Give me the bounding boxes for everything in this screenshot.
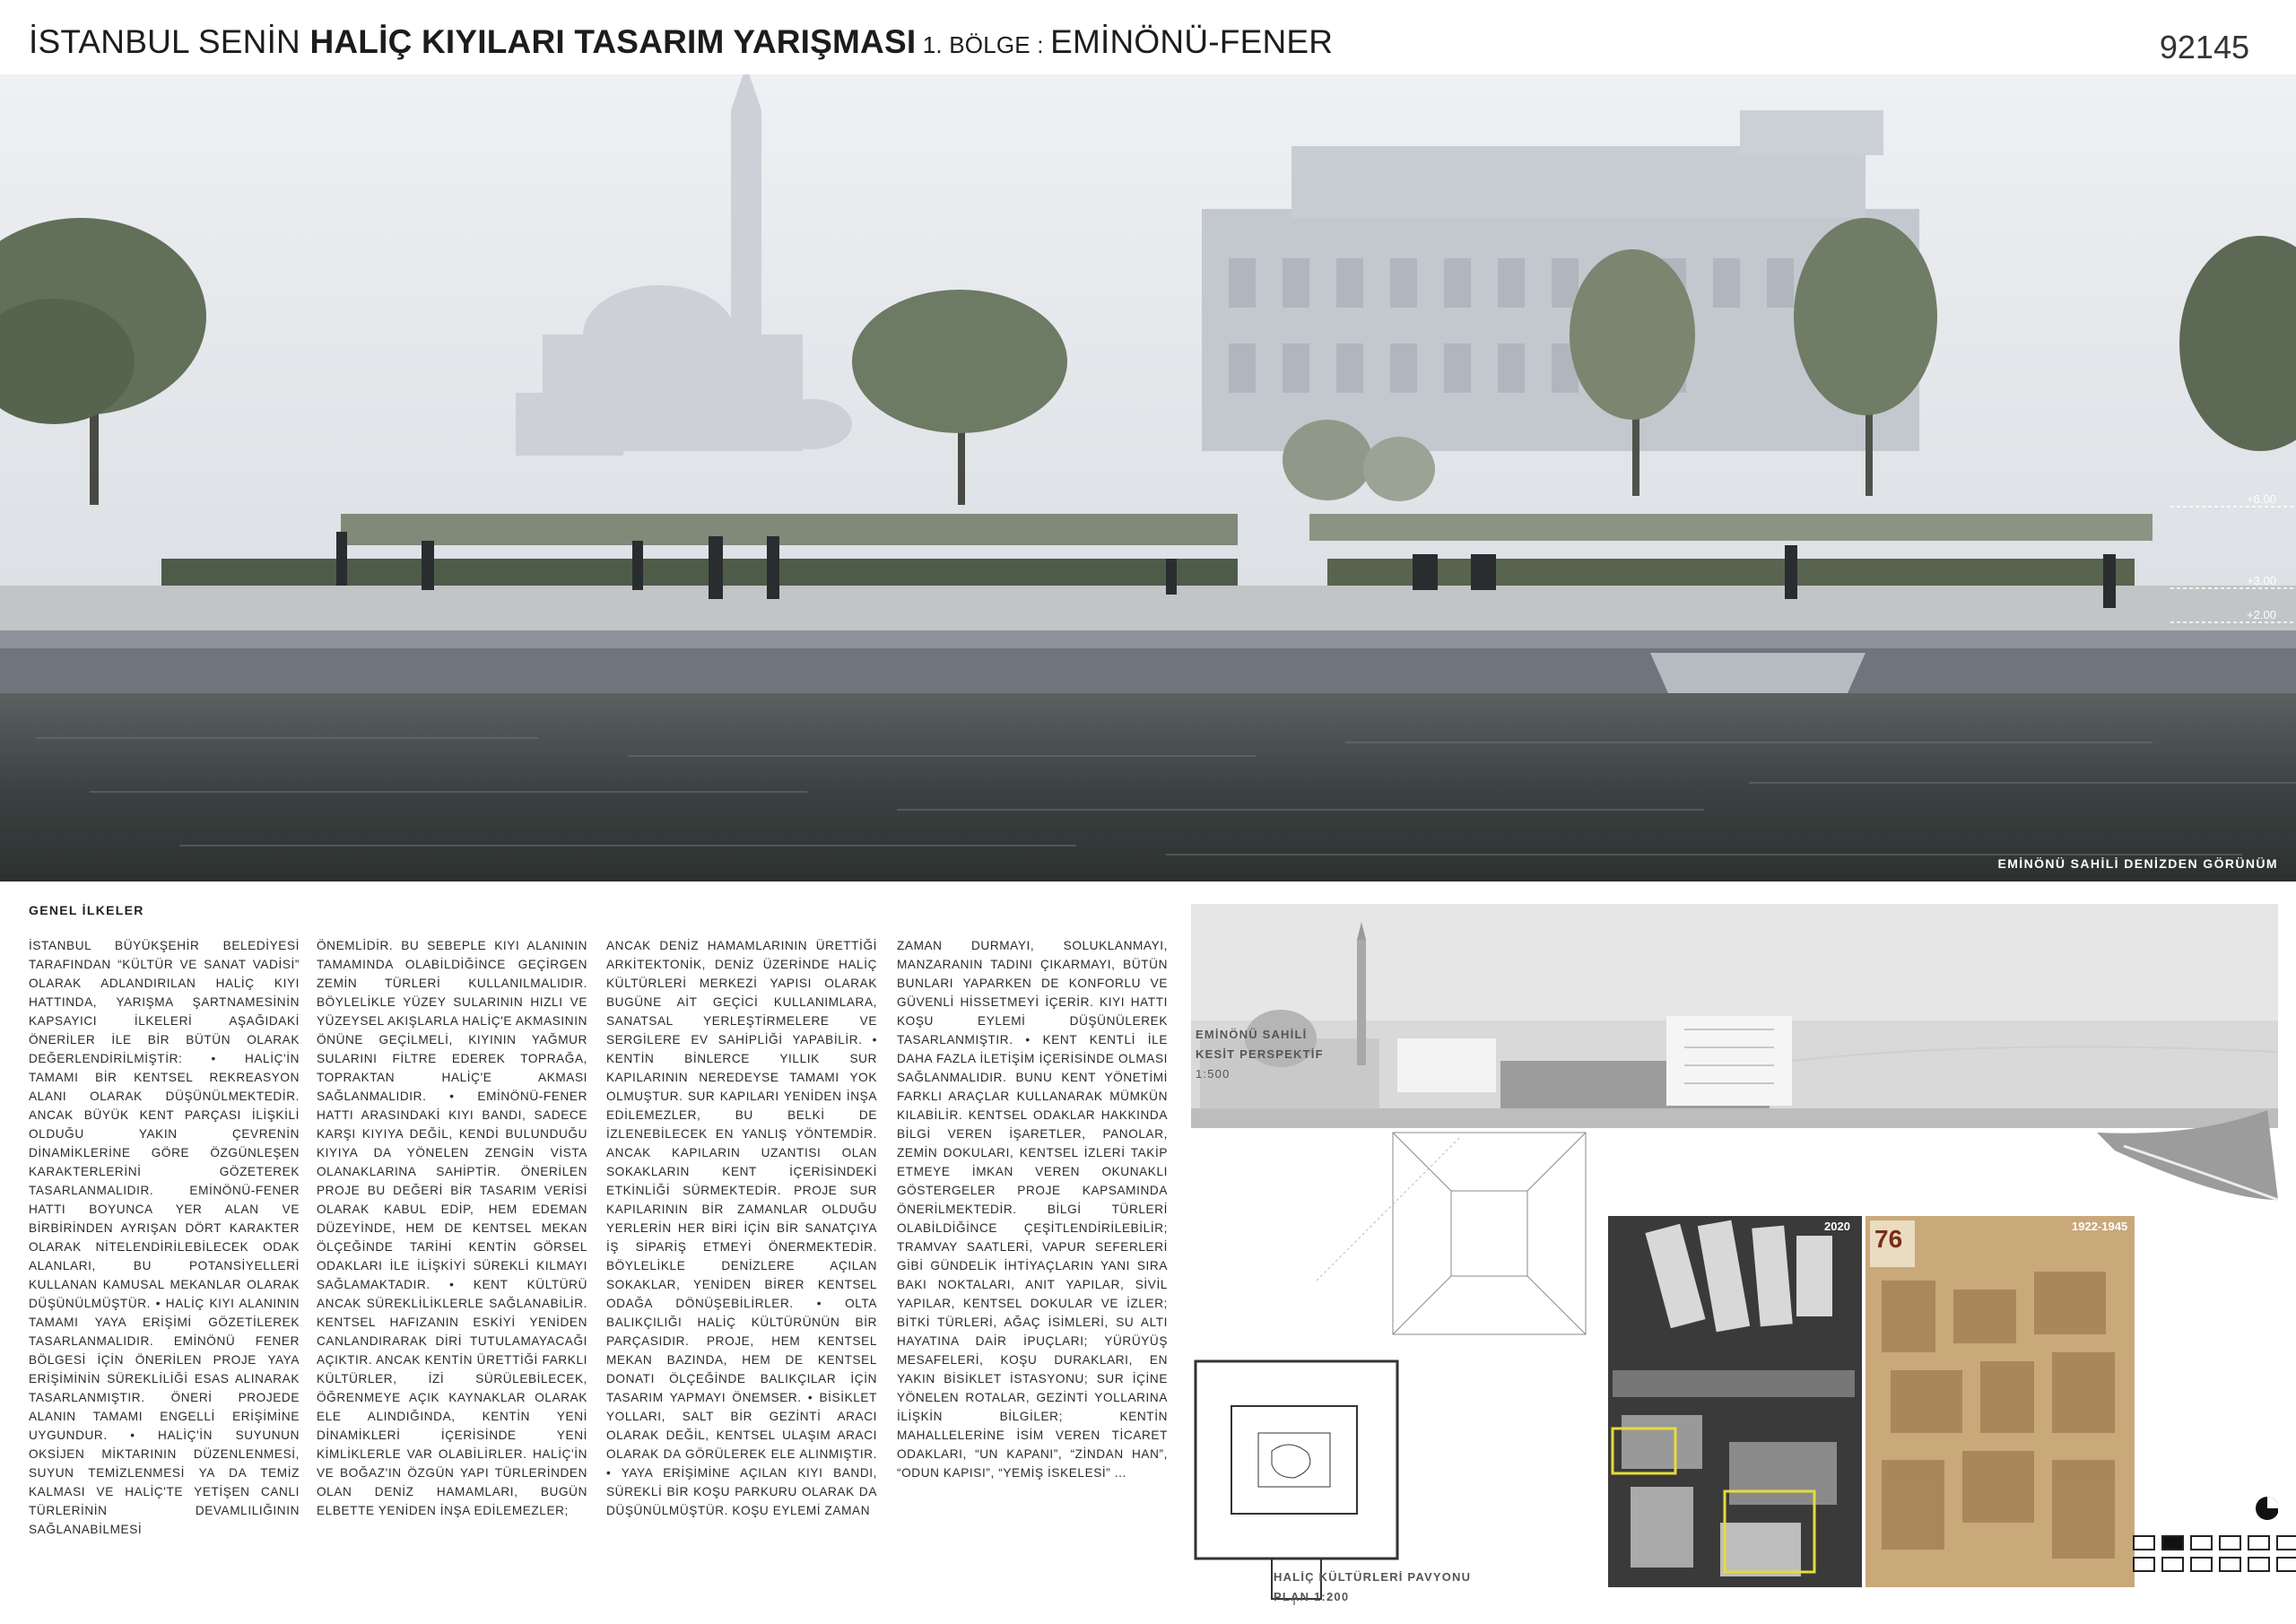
waterfront-view (0, 74, 2296, 881)
title-place: EMİNÖNÜ-FENER (1050, 23, 1334, 60)
photo-year-label: 2020 (1824, 1220, 1850, 1233)
principles-column (897, 936, 1168, 1482)
section-perspective (1191, 904, 2278, 1200)
sheet-index-cell (2276, 1557, 2296, 1572)
poster-title (29, 23, 1333, 61)
boat (1650, 653, 1866, 693)
principles-text: ÖNEMLİDİR. BU SEBEPLE KIYI ALANININ TAMAMINDA OLABİLDİĞİNCE GEÇİRGEN ZEMİN TÜRLERİ KULLANILMALIDIR. BÖYLELİKLE YÜZEY SULARININ HIZLI VE YÜZEYSEL AKIŞLARLA HALİÇ'E AKMASININ ÖNÜNE GEÇİLMELİ, KIYININ YAĞMUR SULARINI FİLTRE EDEREK TOPRAĞA, TOPRAKTAN HALİÇ'E AKMASI SAĞLANMALIDIR. • EMİNÖNÜ-FENER HATTI ARASINDAKİ KIYI BANDI, SADECE KARŞI KIYIYA DEĞİL, KENDİ BULUNDUĞU KIYIYA DA YÖNELEN ZENGİN VİSTA OLANAKLARINA SAHİPTİR. ÖNERİLEN PROJE BU DEĞERİ BİR TASARIM VERİSİ OLARAK KABUL EDİP, HEM EDEMAN DÜZEYİNDE, HEM DE KENTSEL MEKAN ÖLÇEĞİNDE TARİHİ KENTİN GÖRSEL ODAKLARI İLE İLİŞKİYİ SÜREKLİ KILMAYI SAĞLAMAKTADIR. • KENT KÜLTÜRÜ ANCAK SÜREKLİLİKLERLE SAĞLANABİLİR. KENTSEL HAFIZANIN ESKİYİ YENİDEN CANLANDIRARAK DİRİ TUTULAMAYACAĞI AÇIKTIR. ANCAK KENTİN ÜRETTİĞİ FARKLI KÜLTÜRLER, İZİ SÜRÜLEBİLECEK, ÖĞRENMEYE AÇIK KAYNAKLAR OLARAK ELE ALINDIĞINDA, KENTİN YENİ DİNAMİKLERİ İÇERİSİNDE YENİ KİMLİKLERLE VAR OLABİLİRLER. HALİÇ'İN VE BOĞAZ'IN ÖZGÜN YAPI TÜRLERİNDEN OLAN DENİZ HAMAMLARI, BUGÜN ELBETTE YENİDEN İNŞA EDİLEMEZLER; (317, 939, 587, 1517)
hero-caption: EMİNÖNÜ SAHİLİ DENİZDEN GÖRÜNÜM (1997, 856, 2278, 871)
principles-column (29, 936, 300, 1539)
plan-scale: PLAN 1:200 (1274, 1590, 1350, 1603)
pavilion-roof-plan (1317, 1133, 1586, 1334)
title-region: 1. BÖLGE : (916, 31, 1051, 58)
section-title-line: EMİNÖNÜ SAHİLİ (1196, 1028, 1308, 1041)
historic-map-blocks (1882, 1272, 2115, 1559)
plan-title (1274, 1568, 1471, 1607)
drawings-svg (1191, 904, 2278, 1605)
sheet-index-cell (2248, 1535, 2270, 1550)
section-title-line: KESİT PERSPEKTİF (1196, 1047, 1324, 1061)
sheet-index-cell (2276, 1535, 2296, 1550)
sheet-index-cell (2161, 1557, 2184, 1572)
principles-text: İSTANBUL BÜYÜKŞEHİR BELEDİYESİ TARAFINDAN “KÜLTÜR VE SANAT VADİSİ” OLARAK ADLANDIRILAN HALİÇ KIYI HATTINDA, YARIŞMA ŞARTNAMESİNİN KAPSAYICI İLKELERİ AŞAĞIDAKİ ÖNERİLER İLE BİR BÜTÜN OLARAK DEĞERLENDİRİLMİŞTİR: • HALİÇ'İN TAMAMI BİR KENTSEL REKREASYON ALANI OLARAK DÜŞÜNÜLMEKTEDİR. ANCAK BÜYÜK KENT PARÇASI İLİŞKİLİ OLDUĞU YAKIN ÇEVRENİN DİNAMİKLERİNE GÖRE ÖZGÜNLEŞEN KARAKTERLERİNİ GÖZETEREK TASARLANMALIDIR. EMİNÖNÜ-FENER HATTI BOYUNCA YER ALAN VE BİRBİRİNDEN AYRIŞAN DÖRT KARAKTER OLARAK NİTELENDİRİLEBİLECEK ODAK ALANLARI, BU POTANSİYELLERİ KULLANAN KAMUSAL MEKANLAR OLARAK DÜŞÜNÜLMÜŞTÜR. • HALİÇ KIYI ALANININ TAMAMI YAYA ERİŞİMİ GÖZETİLEREK TASARLANMALIDIR. EMİNÖNÜ FENER BÖLGESİ İÇİN ÖNERİLEN PROJE YAYA ERİŞİMİNİN SÜREKLİLİĞİ ESAS ALINARAK TASARLANMIŞTIR. ÖNERİ PROJEDE ALANIN TAMAMI ENGELLİ ERİŞİMİNE UYGUNDUR. • HALİÇ'İN SUYUNUN OKSİJEN MİKTARININ DÜZENLENMESİ, SUYUN TEMİZLENMESİ YA DA TEMİZ KALMASI VE HALİÇ'TE YETİŞEN CANLI TÜRLERİNİN DEVAMLILIĞININ SAĞLANABİLMESİ (29, 939, 300, 1536)
sheet-index-cell (2133, 1557, 2155, 1572)
sheet-index-cell (2248, 1557, 2270, 1572)
level-label: +6.00 (2247, 492, 2276, 506)
section-title (1196, 1025, 1324, 1084)
level-label: +3.00 (2247, 574, 2276, 587)
principles-column (606, 936, 877, 1520)
plan-title-line: HALİÇ KÜLTÜRLERİ PAVYONU (1274, 1570, 1472, 1584)
sheet-index-cell (2190, 1557, 2213, 1572)
principles-column (317, 936, 587, 1520)
map-sheet-number: 76 (1874, 1225, 1903, 1253)
sheet-index-cell (2190, 1535, 2213, 1550)
sheet-index-cell (2219, 1557, 2241, 1572)
sheet-index-cell (2133, 1535, 2155, 1550)
title-competition-name: HALİÇ KIYILARI TASARIM YARIŞMASI (309, 23, 917, 60)
entry-code: 92145 (2159, 29, 2249, 65)
level-label: +2.00 (2247, 608, 2276, 621)
sheet-index-cell (2219, 1535, 2241, 1550)
hero-rendering (0, 74, 2296, 881)
principles-text: ZAMAN DURMAYI, SOLUKLANMAYI, MANZARANIN TADINI ÇIKARMAYI, BÜTÜN BUNLARI YAPARKEN DE KONFORLU VE GÜVENLİ HİSSETMEYİ İÇERİR. KIYI HATTI KOŞU EYLEMİ DÜŞÜNÜLEREK TASARLANMIŞTIR. • KENT KENTLİ İLE DAHA FAZLA İLETİŞİM İÇERİSİNDE OLMASI SAĞLANMALIDIR. BUNU KENT YÖNETİMİ FARKLI ARAÇLAR KULLANARAK MÜMKÜN KILABİLİR. KENTSEL ODAKLAR HAKKINDA BİLGİ VEREN İŞARETLER, PANOLAR, ZEMİN DOKULARI, KENTSEL İZLERİ TAKİP ETMEYE İMKAN VEREN OKUNAKLI GÖSTERGELER PROJE KAPSAMINDA ÖNERİLMEKTEDİR. BİLGİ TÜRLERİ OLABİLDİĞİNCE ÇEŞİTLENDİRİLEBİLİR; TRAMVAY SAATLERİ, VAPUR SEFERLERİ GİBİ GÜNDELİK İHTİYAÇLARIN YANI SIRA BAKI NOKTALARI, ANIT YAPILAR, SİVİL YAPILAR, KENTSEL DOKULAR VE İZLER; BİTKİ TÜRLERİ, AĞAÇ İSİMLERİ, SU ALTI HAYATINA DAİR İPUÇLARI; YÜRÜYÜŞ MESAFELERİ, KOŞU DURAKLARI, EN YAKIN BİSİKLET İSTASYONU; SUR İÇİNE YÖNELEN ROTALAR, GEZİNTİ YOLLARINA İLİŞKİN BİLGİLER; KENTİN MAHALLELERİNE İSİM VEREN TİCARET ODAKLARI, “UN KAPANI”, “ZİNDAN HAN”, “ODUN KAPISI”, “YEMİŞ İSKELESİ” ... (897, 939, 1168, 1480)
principles-heading: GENEL İLKELER (29, 903, 144, 917)
section-scale: 1:500 (1196, 1067, 1231, 1081)
north-arrow-icon (2256, 1497, 2278, 1520)
drawings-panel (1191, 904, 2278, 1605)
principles-text: ANCAK DENİZ HAMAMLARININ ÜRETTİĞİ ARKİTEKTONİK, DENİZ ÜZERİNDE HALİÇ KÜLTÜRLERİ MERKEZİ YAPISI OLARAK BUGÜNE AİT GEÇİCİ KULLANIMLARA, SANATSAL YERLEŞTİRMELERE VE SERGİLERE EV SAHİPLİĞİ YAPABİLİR. • KENTİN BİNLERCE YILLIK SUR KAPILARININ NEREDEYSE TAMAMI YOK OLMUŞTUR. SUR KAPILARI YENİDEN İNŞA EDİLEMEZLER, BU BELKİ DE İZLENEBİLECEK EN YANLIŞ YÖNTEMDİR. ANCAK KAPILARIN UZANTISI OLAN SOKAKLARIN KENT İÇERİSİNDEKİ ETKİNLİĞİ SÜRMEKTEDİR. PROJE SUR KAPILARININ BİR ZAMANLAR OLDUĞU YERLERİN HER BİRİ İÇİN BİR SANATÇIYA İŞ SİPARİŞ ETMEYİ ÖNERMEKTEDİR. BÖYLELİKLE DENİZLERE AÇILAN SOKAKLAR, YENİDEN BİRER KENTSEL ODAĞA DÖNÜŞEBİLİRLER. • OLTA BALIKÇILIĞI HALİÇ KÜLTÜRÜNÜN BİR PARÇASIDIR. PROJE, HEM KENTSEL MEKAN BAZINDA, HEM DE KENTSEL DONATI ÖLÇEĞİNDE BALIKÇILAR İÇİN TASARIM YAPMAYI ÖNEMSER. • BİSİKLET YOLLARI, SALT BİR GEZİNTİ ARACI OLARAK DEĞİL, KENTSEL ULAŞIM ARACI OLARAK DA GÖRÜLEREK ELE ALINMIŞTIR. • YAYA ERİŞİMİNE AÇILAN KIYI BANDI, SÜREKLİ BİR KOŞU PARKURU OLARAK DA DÜŞÜNÜLMÜŞTÜR. KOŞU EYLEMİ ZAMAN (606, 939, 877, 1517)
title-part-1: İSTANBUL SENİN (29, 23, 310, 60)
sheet-index-cell-active (2161, 1535, 2184, 1550)
map-year-label: 1922-1945 (2072, 1220, 2128, 1233)
